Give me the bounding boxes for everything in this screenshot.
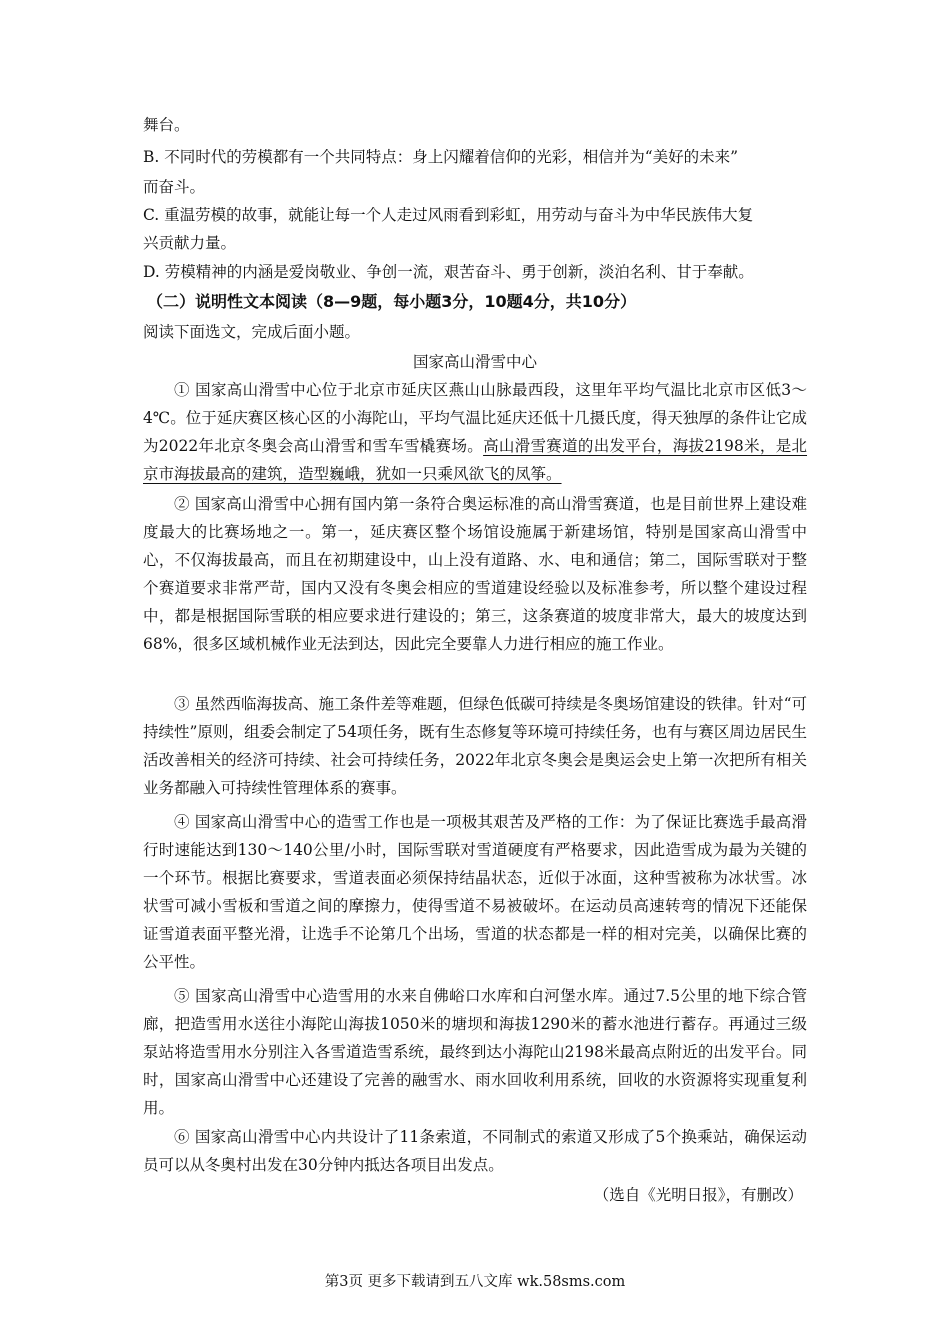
article-paragraph-4	[143, 808, 807, 976]
option-c-line1: C. 重温劳模的故事，就能让每一个人走过风雨看到彩虹，用劳动与奋斗为中华民族伟大复	[143, 206, 754, 224]
page-footer: 第3页 更多下载请到五八文库 wk.58sms.com	[324, 1274, 626, 1290]
article-title: 国家高山滑雪中心	[412, 353, 537, 371]
article-paragraph-3	[143, 690, 807, 802]
paragraph-1-text: ① 国家高山滑雪中心位于北京市延庆区燕山山脉最西段，这里年平均气温比北京市区低3～4℃。位于延庆赛区核心区的小海陀山，平均气温比延庆还低十几摄氏度，得天独厚的条件让它成为2022年北京冬奥会高山滑雪和雪车雪橇赛场。	[143, 381, 807, 455]
paragraph-3-text: ③ 虽然西临海拔高、施工条件差等难题，但绿色低碳可持续是冬奥场馆建设的铁律。针对“可持续性”原则，组委会制定了54项任务，既有生态修复等环境可持续任务，也有与赛区周边居民生活改善相关的经济可持续、社会可持续任务，2022年北京冬奥会是奥运会史上第一次把所有相关业务都融入可持续性管理体系的赛事。	[143, 695, 807, 797]
article-source: （选自《光明日报》，有删改）	[593, 1186, 803, 1204]
article-paragraph-6	[143, 1123, 807, 1179]
article-paragraph-2	[143, 490, 807, 658]
paragraph-2-text: ② 国家高山滑雪中心拥有国内第一条符合奥运标准的高山滑雪赛道，也是目前世界上建设难度最大的比赛场地之一。第一，延庆赛区整个场馆设施属于新建场馆，特别是国家高山滑雪中心，不仅海拔最高，而且在初期建设中，山上没有道路、水、电和通信；第二，国际雪联对于整个赛道要求非常严苛，国内又没有冬奥会相应的雪道建设经验以及标准参考，所以整个建设过程中，都是根据国际雪联的相应要求进行建设的；第三，这条赛道的坡度非常大，最大的坡度达到68%，很多区域机械作业无法到达，因此完全要靠人力进行相应的施工作业。	[143, 495, 807, 653]
paragraph-5-text: ⑤ 国家高山滑雪中心造雪用的水来自佛峪口水库和白河堡水库。通过7.5公里的地下综合管廊，把造雪用水送往小海陀山海拔1050米的塘坝和海拔1290米的蓄水池进行蓄存。再通过三级泵站将造雪用水分别注入各雪道造雪系统，最终到达小海陀山2198米最高点附近的出发平台。同时，国家高山滑雪中心还建设了完善的融雪水、雨水回收利用系统，回收的水资源将实现重复利用。	[143, 987, 807, 1117]
article-paragraph-5	[143, 982, 807, 1122]
option-d-line1: D. 劳模精神的内涵是爱岗敬业、争创一流，艰苦奋斗、勇于创新，淡泊名利、甘于奉献。	[143, 263, 754, 281]
paragraph-4-text: ④ 国家高山滑雪中心的造雪工作也是一项极其艰苦及严格的工作：为了保证比赛选手最高滑行时速能达到130～140公里/小时，国际雪联对雪道硬度有严格要求，因此造雪成为最为关键的一个环节。根据比赛要求，雪道表面必须保持结晶状态，近似于冰面，这种雪被称为冰状雪。冰状雪可减小雪板和雪道之间的摩擦力，使得雪道不易被破坏。在运动员高速转弯的情况下还能保证雪道表面平整光滑，让选手不论第几个出场，雪道的状态都是一样的相对完美，以确保比赛的公平性。	[143, 813, 807, 971]
option-a-tail: 舞台。	[143, 116, 190, 134]
paragraph-6-text: ⑥ 国家高山滑雪中心内共设计了11条索道，不同制式的索道又形成了5个换乘站，确保运动员可以从冬奥村出发在30分钟内抵达各项目出发点。	[143, 1128, 807, 1174]
article-paragraph-1	[143, 376, 807, 488]
option-c-line2: 兴贡献力量。	[143, 234, 237, 252]
section-heading: （二）说明性文本阅读（8—9题，每小题3分，10题4分，共10分）	[147, 292, 637, 311]
option-b-line2: 而奋斗。	[143, 178, 206, 196]
reading-instruction: 阅读下面选文，完成后面小题。	[143, 323, 361, 341]
paragraph-1-underlined-sentence: 高山滑雪赛道的出发平台，海拔2198米，是北京市海拔最高的建筑，造型巍峨，犹如一只乘风欲飞的凤筝。	[143, 437, 808, 483]
option-b-line1: B. 不同时代的劳模都有一个共同特点：身上闪耀着信仰的光彩，相信并为“美好的未来”	[143, 148, 739, 166]
